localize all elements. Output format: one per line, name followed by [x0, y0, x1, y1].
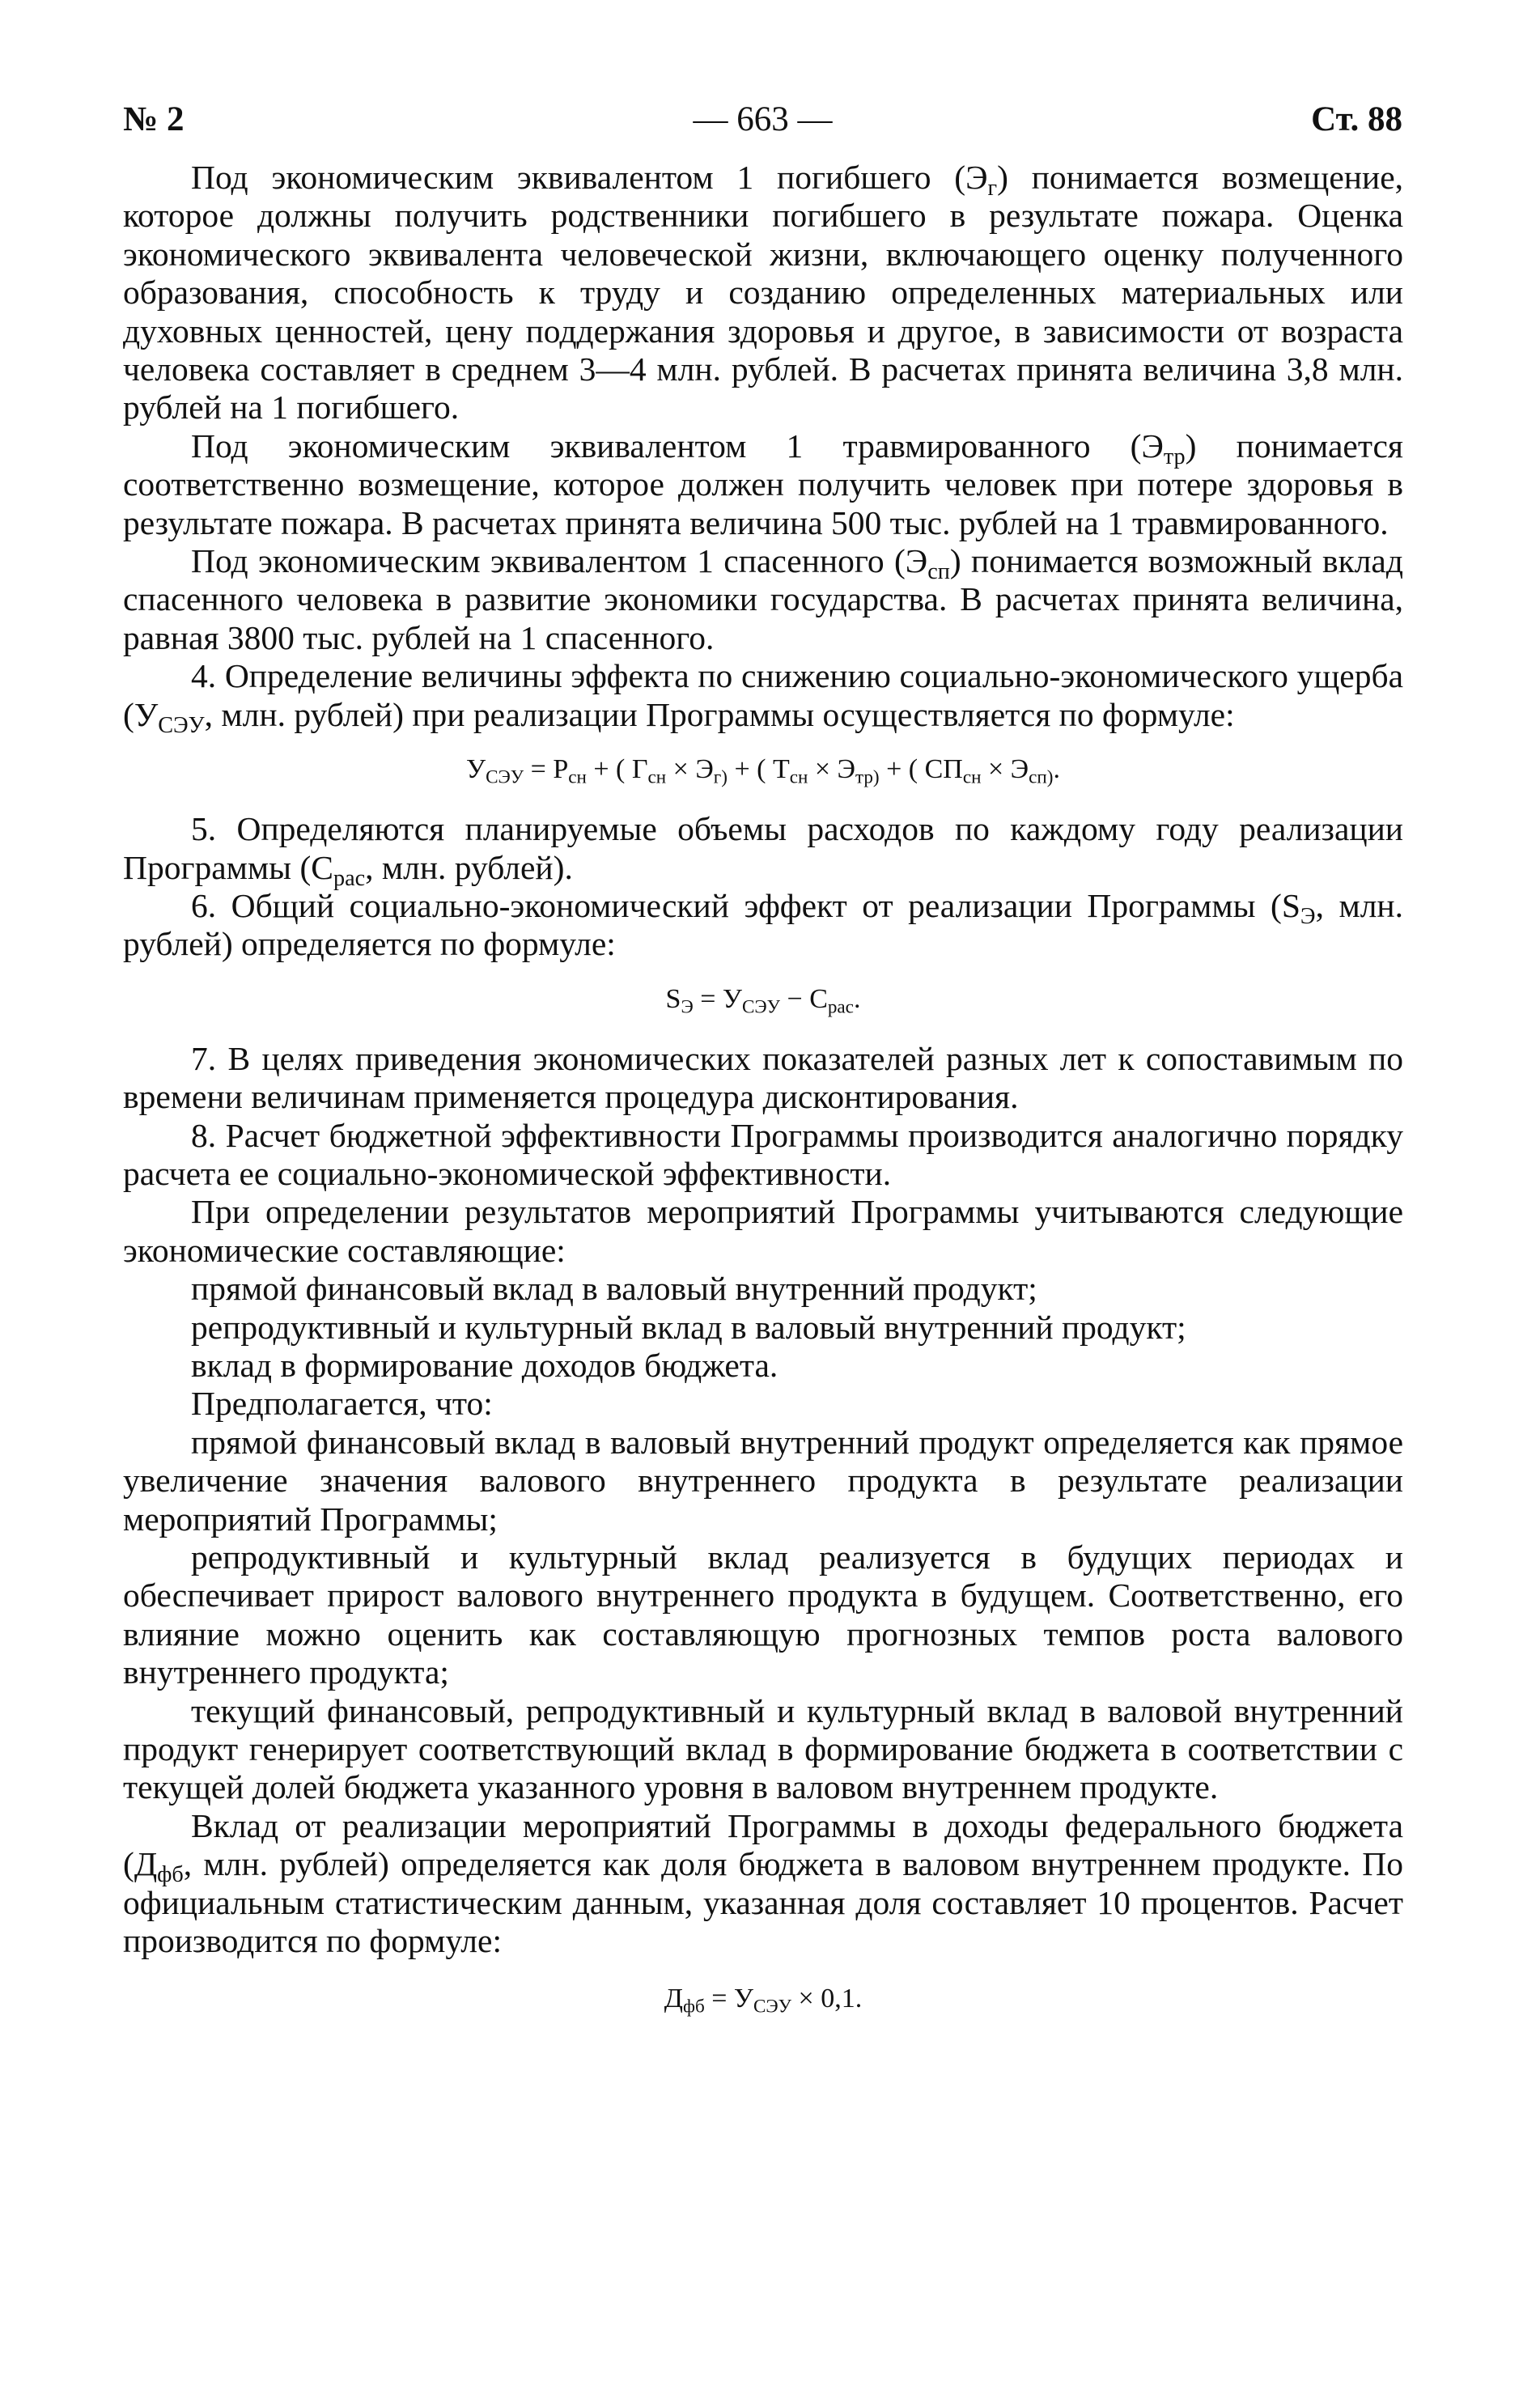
list-item: репродуктивный и культурный вклад в валовый внутренний продукт; [191, 1308, 1186, 1346]
paragraph-rescued-equivalent: Под экономическим эквивалентом 1 спасенного $(Э_{сп})$ понимается возможный вклад спасенного человека в развитие экономики государства. В расчетах принята величина, равная 3800 тыс. рублей на 1 спасенного. [123, 542, 1403, 656]
paragraph-item-8: 8. Расчет бюджетной эффективности Программы производится аналогично порядку расчета ее социально-экономической эффективности. [123, 1116, 1403, 1192]
paragraph-assumed: Предполагается, что: [191, 1385, 493, 1423]
list-item: вклад в формирование доходов бюджета. [191, 1346, 778, 1384]
paragraph-injured-equivalent: Под экономическим эквивалентом 1 травмированного $(Э_{тр})$ понимается соответственно возмещение, которое должен получить человек при потере здоровья в результате пожара. В расчетах принята величина 500 тыс. рублей на 1 травмированного. [123, 426, 1404, 541]
paragraph-item-6: 6. Общий социально-экономический эффект от реализации Программы ($S_Э$, млн. рублей) определяется по формуле: [123, 886, 1404, 963]
paragraph-item-4: 4. Определение величины эффекта по снижению социально-экономического ущерба ($У_{СЭУ}$, млн. рублей) при реализации Программы осуществляется по формуле: [123, 657, 1403, 738]
paragraph-reproductive-contribution: репродуктивный и культурный вклад реализуется в будущих периодах и обеспечивает прирост валового внутреннего продукта в будущем. Соответственно, его влияние можно оценить как составляющую прогнозных темпов роста валового внутреннего продукта; [123, 1538, 1403, 1691]
article-number: Ст. 88 [1311, 100, 1402, 138]
formula-federal-budget: $Д_{фб} = У_{СЭУ} \times 0,1$. [664, 1984, 863, 2018]
paragraph-current-contribution: текущий финансовый, репродуктивный и культурный вклад в валовой внутренний продукт генерирует соответствующий вклад в формирование бюджета в соответствии с текущей долей бюджета указанного уровня в валовом внутреннем продукте. [123, 1691, 1403, 1806]
document-body [123, 159, 1404, 2018]
paragraph-direct-contribution: прямой финансовый вклад в валовый внутренний продукт определяется как прямое увеличение значения валового внутреннего продукта в результате реализации мероприятий Программы; [123, 1423, 1403, 1538]
paragraph-item-5: 5. Определяются планируемые объемы расходов по каждому году реализации Программы ($С_{рас}$, млн. рублей). [123, 810, 1403, 891]
formula-damage-reduction: $У_{СЭУ} = Р_{сн}$ + ( $Г_{сн} \times Э_{г)}$ + ( $Т_{сн} \times Э_{тр)}$ + ( $СП_{сн} \times Э_{сп)}$. [466, 754, 1060, 788]
issue-number: № 2 [123, 100, 185, 138]
page-number: — 663 — [693, 100, 833, 138]
paragraph-item-7: 7. В целях приведения экономических показателей разных лет к сопоставимым по времени величинам применяется процедура дисконтирования. [123, 1039, 1403, 1116]
paragraph-federal-budget: Вклад от реализации мероприятий Программы в доходы федерального бюджета ($Д_{фб}$, млн. рублей) определяется как доля бюджета в валовом внутреннем продукте. По официальным статистическим данным, указанная доля составляет 10 процентов. Расчет производится по формуле: [123, 1806, 1403, 1960]
list-item: прямой финансовый вклад в валовый внутренний продукт; [191, 1270, 1037, 1308]
formula-total-effect: $S_Э = У_{СЭУ} - С_{рас}$. [665, 983, 861, 1018]
paragraph-deceased-equivalent: Под экономическим эквивалентом 1 погибшего $(Э_г)$ понимается возмещение, которое должны получить родственники погибшего в результате пожара. Оценка экономического эквивалента человеческой жизни, включающего оценку полученного образования, способность к труду и созданию определенных материальных или духовных ценностей, цену поддержания здоровья и другое, в зависимости от возраста человека составляет в среднем 3—4 млн. рублей. В расчетах принята величина 3,8 млн. рублей на 1 погибшего. [123, 159, 1403, 426]
page-header [123, 95, 1402, 144]
paragraph-components-intro: При определении результатов мероприятий Программы учитываются следующие экономические составляющие: [123, 1193, 1403, 1269]
